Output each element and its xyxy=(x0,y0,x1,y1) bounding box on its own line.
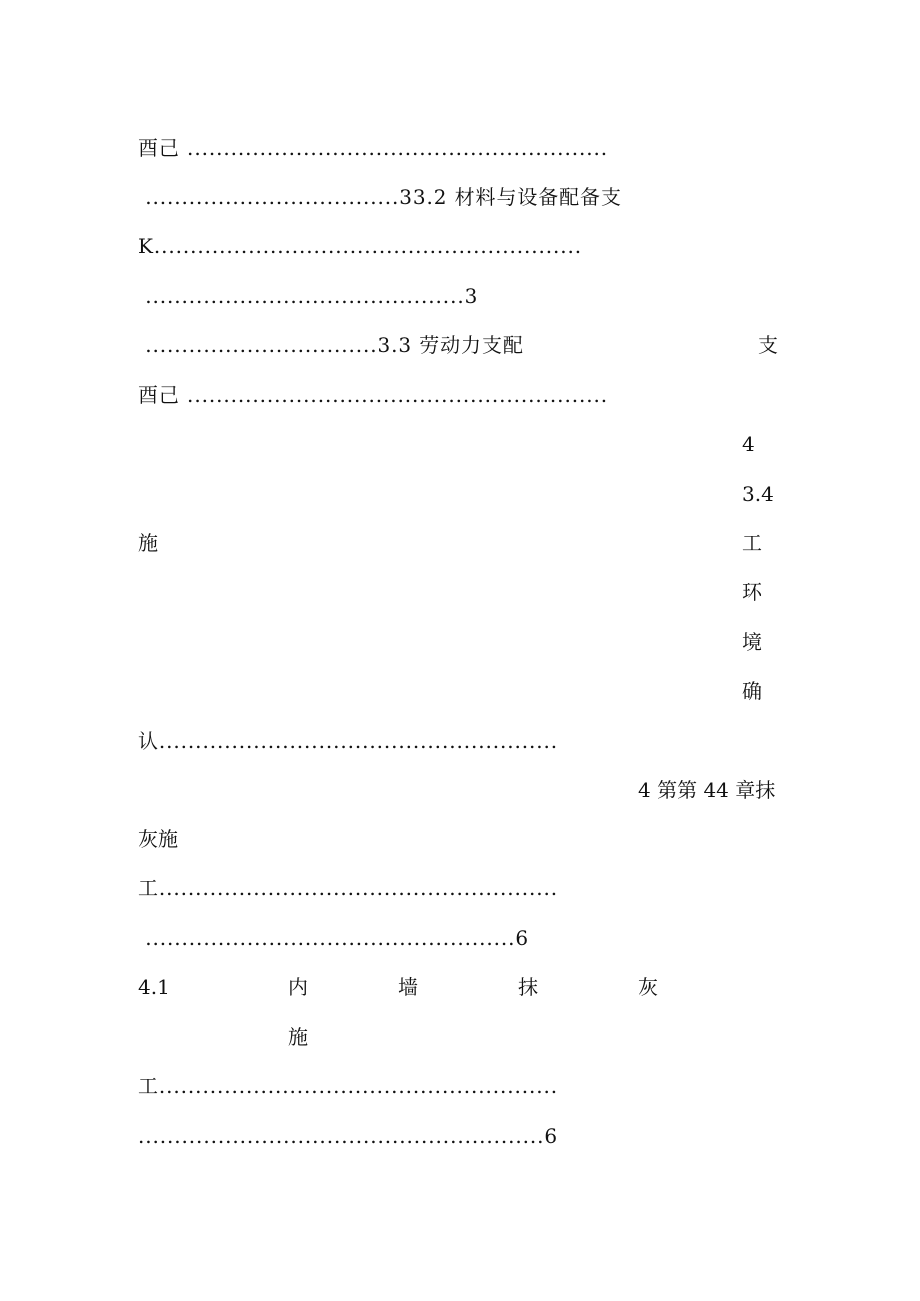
toc-line-section-4-1-page: ........................................................6 xyxy=(138,1124,559,1148)
toc-line-4: ............................................3 xyxy=(138,284,479,308)
section-4-1-char-1: 内 xyxy=(288,975,308,999)
section-3-4-number: 3.4 xyxy=(742,482,774,506)
section-4-1-char-3: 抹 xyxy=(518,975,538,999)
section-3-4-char-3: 环 xyxy=(742,580,762,604)
section-4-1-char-2: 墙 xyxy=(398,975,418,999)
chapter-4-title: 灰施 xyxy=(138,827,178,851)
toc-line-2: ...................................33.2 材料与设备配备支 xyxy=(138,185,622,209)
toc-line-confirm: 认....................................................... xyxy=(138,729,559,753)
toc-line-6: 酉己 .......................................................... xyxy=(138,383,608,407)
chapter-4-heading: 4 第第 44 章抹 xyxy=(638,778,776,802)
section-3-4-char-1: 施 xyxy=(138,531,158,555)
toc-line-5-tail: 支 xyxy=(758,333,778,357)
section-4-1-char-4: 灰 xyxy=(638,975,658,999)
toc-line-chapter-4: 工....................................................... xyxy=(138,876,559,900)
page-number-4: 4 xyxy=(742,432,755,456)
section-3-4-char-5: 确 xyxy=(742,679,762,703)
section-3-4-char-2: 工 xyxy=(742,531,762,555)
toc-line-section-4-1: 工....................................................... xyxy=(138,1074,559,1098)
toc-line-3: K........................................................... xyxy=(138,234,583,258)
toc-line-1: 酉己 .......................................................... xyxy=(138,136,608,160)
section-4-1-char-5: 施 xyxy=(288,1025,308,1049)
section-4-1-number: 4.1 xyxy=(138,975,170,999)
toc-line-chapter-4-page: ...................................................6 xyxy=(138,926,530,950)
section-3-4-char-4: 境 xyxy=(742,630,762,654)
toc-line-5: ................................3.3 劳动力支配 xyxy=(138,333,524,357)
